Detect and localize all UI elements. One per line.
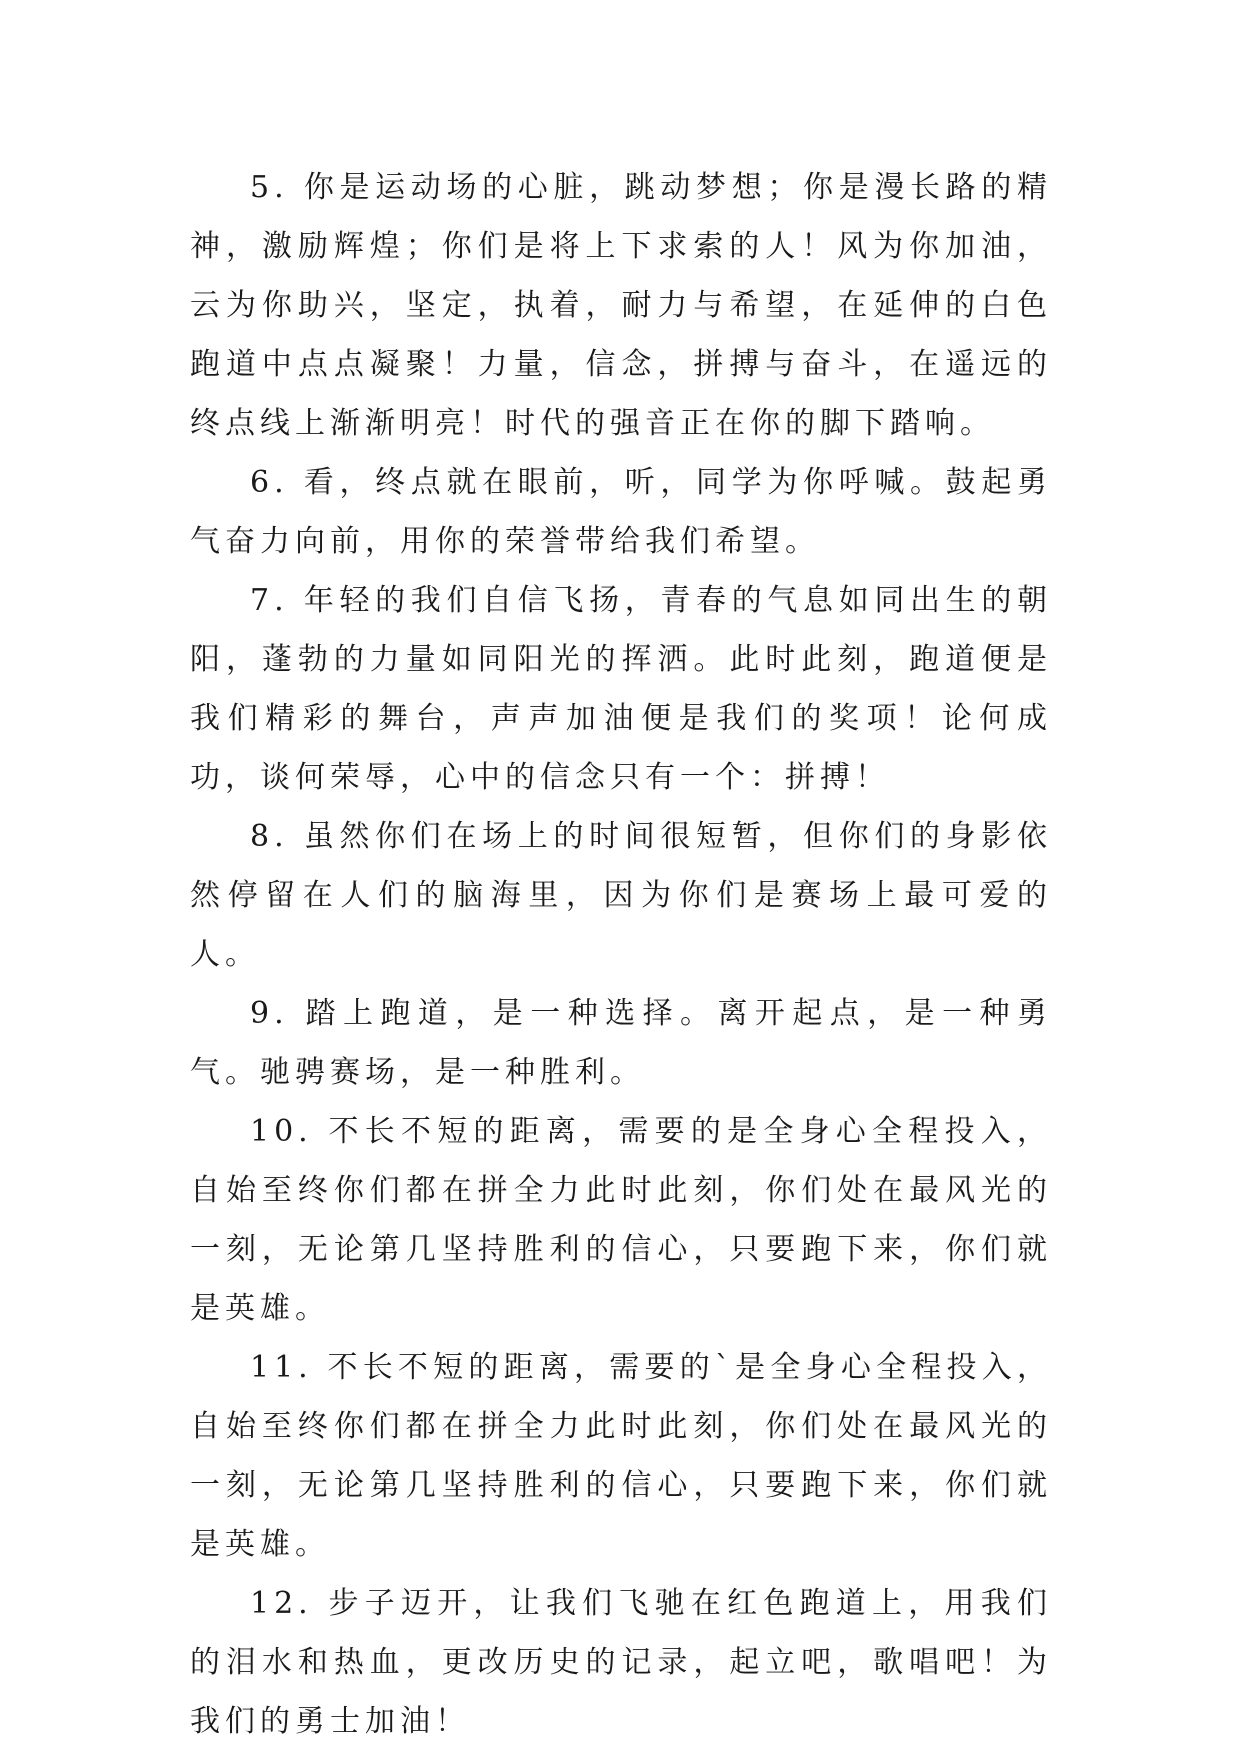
- paragraph-12: 12. 步子迈开，让我们飞驰在红色跑道上，用我们的泪水和热血，更改历史的记录，起立吧，歌唱吧！为我们的勇士加油！: [190, 1586, 1052, 1739]
- paragraph-7: 7. 年轻的我们自信飞扬，青春的气息如同出生的朝阳，蓬勃的力量如同阳光的挥洒。此时此刻，跑道便是我们精彩的舞台，声声加油便是我们的奖项！论何成功，谈何荣辱，心中的信念只有一个：拼搏！: [190, 583, 1052, 795]
- paragraph-6: 6. 看，终点就在眼前，听，同学为你呼喊。鼓起勇气奋力向前，用你的荣誉带给我们希望。: [190, 465, 1052, 559]
- paragraph-10: 10. 不长不短的距离，需要的是全身心全程投入，自始至终你们都在拼全力此时此刻，你们处在最风光的一刻，无论第几坚持胜利的信心，只要跑下来，你们就是英雄。: [190, 1114, 1052, 1326]
- paragraph-11: 11. 不长不短的距离，需要的`是全身心全程投入，自始至终你们都在拼全力此时此刻，你们处在最风光的一刻，无论第几坚持胜利的信心，只要跑下来，你们就是英雄。: [190, 1350, 1052, 1562]
- document-body: [190, 158, 1052, 1751]
- paragraph-5: 5. 你是运动场的心脏，跳动梦想；你是漫长路的精神，激励辉煌；你们是将上下求索的人！风为你加油，云为你助兴，坚定，执着，耐力与希望，在延伸的白色跑道中点点凝聚！力量，信念，拼搏与奋斗，在遥远的终点线上渐渐明亮！时代的强音正在你的脚下踏响。: [190, 170, 1052, 441]
- paragraph-9: 9. 踏上跑道，是一种选择。离开起点，是一种勇气。驰骋赛场，是一种胜利。: [190, 996, 1052, 1090]
- paragraph-8: 8. 虽然你们在场上的时间很短暂，但你们的身影依然停留在人们的脑海里，因为你们是赛场上最可爱的人。: [190, 819, 1052, 972]
